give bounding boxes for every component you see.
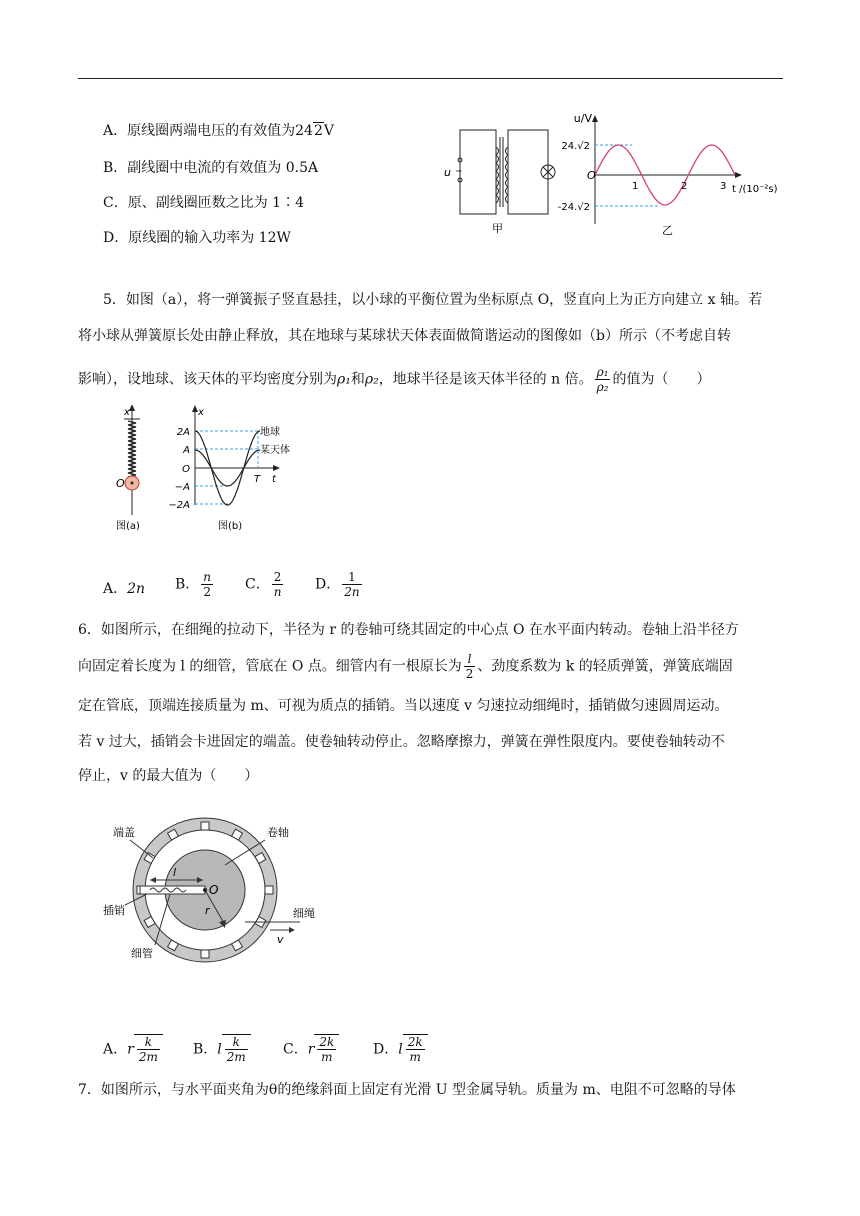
q5-line-1: 5．如图（a），将一弹簧振子竖直悬挂，以小球的平衡位置为坐标原点 O，竖直向上为正方向建立 x 轴。若 xyxy=(103,292,762,308)
tick-x-1: 1 xyxy=(632,181,639,192)
svg-text:x: x xyxy=(198,407,204,418)
legend-earth: 地球 xyxy=(260,427,280,438)
spring-oscillator xyxy=(116,405,140,532)
q4-option-c: C．原、副线圈匝数之比为 1∶4 xyxy=(103,195,304,211)
tick-x-2: 2 xyxy=(681,181,688,192)
legend-body: 某天体 xyxy=(260,445,290,456)
q6-line-2: 向固定着长度为 l 的细管，管底在 O 点。细管内有一根原长为 $\frac{l}{2}$ 、劲度系数为 k 的轻质弹簧，弹簧底端固 xyxy=(78,652,733,681)
svg-text:O: O xyxy=(209,883,219,897)
q5-line-3: 影响），设地球、该天体的平均密度分别为ρ₁和ρ₂，地球半径是该天体半径的 n 倍。 $\frac{\text{ρ₁}}{\text{ρ₂}}$ 的值为（ ） xyxy=(78,365,711,394)
svg-text:2A: 2A xyxy=(176,427,190,438)
label-spool: 卷轴 xyxy=(267,826,289,839)
label-cap: 端盖 xyxy=(113,826,135,839)
q5-option-b: B． $\frac{n}{2}$ xyxy=(175,570,212,599)
q4-option-d: D．原线圈的输入功率为 12W xyxy=(103,230,291,246)
cap-notch xyxy=(265,886,273,894)
cap-notch xyxy=(201,950,209,958)
svg-text:r: r xyxy=(205,904,210,917)
q6-line-1: 6．如图所示，在细绳的拉动下，半径为 r 的卷轴可绕其固定的中心点 O 在水平面内转动。卷轴上沿半径方 xyxy=(78,622,739,638)
cap-notch xyxy=(201,822,209,830)
svg-text:O: O xyxy=(116,477,125,490)
q4-figure xyxy=(440,112,800,242)
label-rope: 细绳 xyxy=(293,907,315,920)
q7-line-1: 7．如图所示，与水平面夹角为θ的绝缘斜面上固定有光滑 U 型金属导轨。质量为 m、电阻不可忽略的导体 xyxy=(78,1082,736,1098)
transformer-circuit xyxy=(458,130,555,214)
fig-yi-caption: 乙 xyxy=(662,224,673,237)
fig-jia-caption: 甲 xyxy=(492,222,503,235)
q5-option-a: A．2n xyxy=(103,581,146,597)
label-tube: 细管 xyxy=(131,947,153,960)
q5-option-c: C． $\frac{2}{n}$ xyxy=(245,570,282,599)
svg-text:x: x xyxy=(124,407,130,418)
q4-option-a: A．原线圈两端电压的有效值为242V xyxy=(103,123,334,139)
sine-graph xyxy=(558,112,778,237)
q5-figure xyxy=(110,405,310,535)
header-rule xyxy=(78,78,783,79)
axis-x-label: t /(10⁻²s) xyxy=(732,184,778,195)
tick-neg: -24.√2 xyxy=(557,202,590,213)
tick-pos: 24.√2 xyxy=(561,141,590,152)
shm-graph xyxy=(168,405,290,532)
svg-text:v: v xyxy=(277,933,284,946)
svg-text:−2A: −2A xyxy=(168,500,190,511)
svg-text:A: A xyxy=(183,445,190,456)
fig-b-caption: 图(b) xyxy=(218,521,243,532)
spool-diagram xyxy=(103,818,315,962)
svg-text:~: ~ xyxy=(455,167,463,177)
svg-text:t: t xyxy=(272,474,276,485)
svg-text:l: l xyxy=(173,866,177,879)
q6-line-4: 若 v 过大，插销会卡进固定的端盖。使卷轴转动停止。忽略摩擦力，弹簧在弹性限度内。要使卷轴转动不 xyxy=(78,734,725,750)
label-pin: 插销 xyxy=(103,904,125,917)
q6-line-3: 定在管底，顶端连接质量为 m、可视为质点的插销。当以速度 v 匀速拉动细绳时，插销做匀速圆周运动。 xyxy=(78,698,729,714)
q6-option-a: A．r $\frac{k}{2m}$ xyxy=(103,1034,163,1064)
svg-text:−A: −A xyxy=(174,482,190,493)
q6-figure xyxy=(95,810,355,970)
q6-option-b: B．l $\frac{k}{2m}$ xyxy=(193,1034,251,1064)
axis-y-label: u/V xyxy=(573,112,592,125)
q5-option-d: D． $\frac{1}{2n}$ xyxy=(315,570,360,599)
origin-label: O xyxy=(587,169,596,182)
fig-a-caption: 图(a) xyxy=(116,521,140,532)
svg-text:O: O xyxy=(182,464,190,475)
q5-line-2: 将小球从弹簧原长处由静止释放，其在地球与某球状天体表面做简谐运动的图像如（b）所示（不考虑自转 xyxy=(78,328,731,344)
q6-line-5: 停止，v 的最大值为（ ） xyxy=(78,768,259,784)
q4-option-b: B．副线圈中电流的有效值为 0.5A xyxy=(103,160,319,176)
q6-option-d: D．l $\frac{2k}{m}$ xyxy=(373,1034,428,1064)
u-label: u xyxy=(444,166,451,179)
tick-x-3: 3 xyxy=(720,181,727,192)
q6-option-c: C．r $\frac{2k}{m}$ xyxy=(283,1034,339,1064)
svg-text:T: T xyxy=(254,474,261,485)
